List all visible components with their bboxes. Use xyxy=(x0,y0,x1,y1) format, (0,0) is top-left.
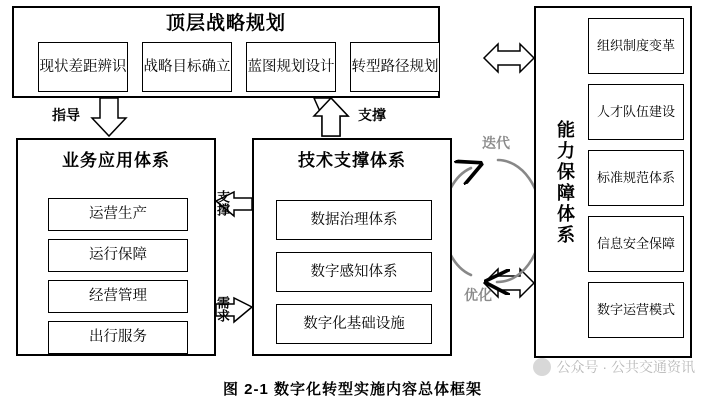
right-block-item-2: 标准规范体系 xyxy=(588,150,684,206)
right-block xyxy=(534,6,692,358)
arrow-guide-down xyxy=(92,98,126,136)
left-block-item-3: 出行服务 xyxy=(48,321,188,354)
annotation-guide: 指导 xyxy=(52,107,80,123)
top-block-item-2: 蓝图规划设计 xyxy=(246,42,336,92)
figure-caption: 图 2-1 数字化转型实施内容总体框架 xyxy=(222,381,483,398)
right-block-item-0: 组织制度变革 xyxy=(588,18,684,74)
right-block-title: 能力保障体系 xyxy=(555,120,575,246)
top-block-title: 顶层战略规划 xyxy=(165,13,286,34)
right-block-item-3: 信息安全保障 xyxy=(588,216,684,272)
top-block-item-1: 战略目标确立 xyxy=(142,42,232,92)
top-block-item-0: 现状差距辨识 xyxy=(38,42,128,92)
annotation-support-top: 支撑 xyxy=(358,107,386,123)
left-block-title: 业务应用体系 xyxy=(62,151,170,170)
arrow-top-right xyxy=(484,44,534,72)
center-block-item-2: 数字化基础设施 xyxy=(276,304,432,344)
watermark-text: 公众号 · 公共交通资讯 xyxy=(556,359,695,375)
annotation-demand: 需求 xyxy=(215,296,230,322)
top-block-item-3: 转型路径规划 xyxy=(350,42,440,92)
watermark xyxy=(533,357,695,377)
left-block-item-0: 运营生产 xyxy=(48,198,188,231)
annotation-support-left: 支撑 xyxy=(215,190,230,216)
top-block xyxy=(12,6,440,98)
watermark-logo-icon xyxy=(533,358,551,376)
right-block-item-1: 人才队伍建设 xyxy=(588,84,684,140)
center-block-item-1: 数字感知体系 xyxy=(276,252,432,292)
annotation-optimize: 优化 xyxy=(464,287,492,303)
left-block-item-2: 经营管理 xyxy=(48,280,188,313)
loop-arrows xyxy=(459,160,542,282)
center-block-item-0: 数据治理体系 xyxy=(276,200,432,240)
arrow-support-up xyxy=(314,98,348,136)
annotation-iterate: 迭代 xyxy=(482,135,510,151)
left-block xyxy=(16,138,216,356)
center-block-title: 技术支撑体系 xyxy=(298,151,406,170)
right-block-item-4: 数字运营模式 xyxy=(588,282,684,338)
left-block-item-1: 运行保障 xyxy=(48,239,188,272)
center-block xyxy=(252,138,452,356)
